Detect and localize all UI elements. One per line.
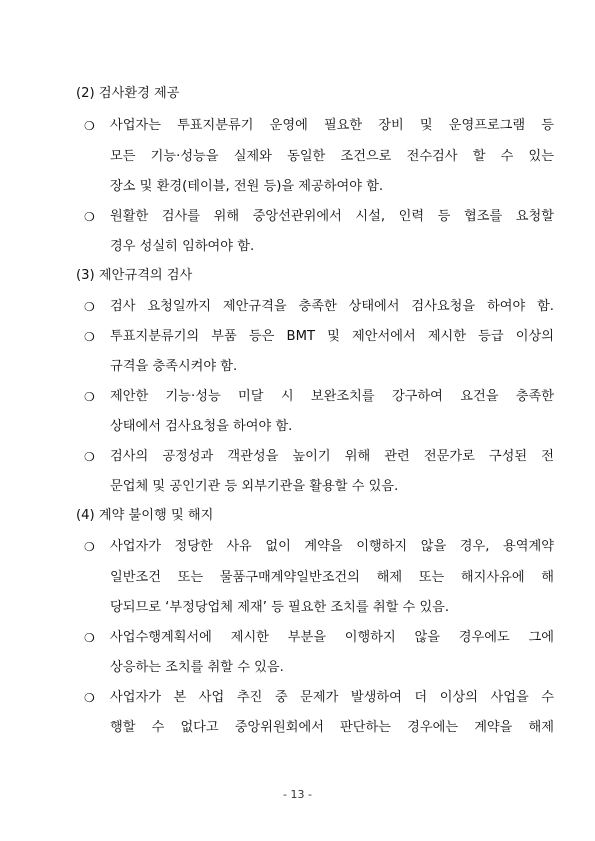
paragraph-line: 투표지분류기의 부품 등은 BMT 및 제안서에서 제시한 등급 이상의 xyxy=(110,329,554,344)
paragraph-line: 원활한 검사를 위해 중앙선관위에서 시설, 인력 등 협조를 요청할 xyxy=(110,209,554,224)
paragraph-line: 장소 및 환경(테이블, 전원 등)을 제공하여야 함. xyxy=(110,179,384,194)
bullet-icon: ❍ xyxy=(84,540,95,554)
paragraph-line: 검사 요청일까지 제안규격을 충족한 상태에서 검사요청을 하여야 함. xyxy=(110,299,554,314)
bullet-icon: ❍ xyxy=(84,330,95,344)
section-heading: (4) 계약 불이행 및 해지 xyxy=(76,508,214,523)
paragraph-line: 상태에서 검사요청을 하여야 함. xyxy=(110,419,293,434)
section-heading: (2) 검사환경 제공 xyxy=(76,86,180,101)
paragraph-line: 사업수행계획서에 제시한 부분을 이행하지 않을 경우에도 그에 xyxy=(110,630,554,645)
page-number: - 13 - xyxy=(283,788,312,801)
paragraph-line: 사업자가 정당한 사유 없이 계약을 이행하지 않을 경우, 용역계약 xyxy=(110,539,554,554)
bullet-icon: ❍ xyxy=(84,390,95,404)
paragraph-line: 행할 수 없다고 중앙위원회에서 판단하는 경우에는 계약을 해제 xyxy=(110,720,554,735)
paragraph-line: 검사의 공정성과 객관성을 높이기 위해 관련 전문가로 구성된 전 xyxy=(110,449,554,464)
paragraph-line: 제안한 기능·성능 미달 시 보완조치를 강구하여 요건을 충족한 xyxy=(110,389,554,404)
bullet-icon: ❍ xyxy=(84,631,95,645)
paragraph-line: 경우 성실히 임하여야 함. xyxy=(110,239,255,254)
paragraph-line: 사업자가 본 사업 추진 중 문제가 발생하여 더 이상의 사업을 수 xyxy=(110,690,554,705)
bullet-icon: ❍ xyxy=(84,300,95,314)
paragraph-line: 상응하는 조치를 취할 수 있음. xyxy=(110,660,284,675)
section-heading: (3) 제안규격의 검사 xyxy=(76,268,193,283)
paragraph-line: 일반조건 또는 물품구매계약일반조건의 해제 또는 해지사유에 해 xyxy=(110,570,554,585)
paragraph-line: 당되므로 ‘부정당업체 제재’ 등 필요한 조치를 취할 수 있음. xyxy=(110,600,450,615)
paragraph-line: 규격을 충족시켜야 함. xyxy=(110,359,238,374)
bullet-icon: ❍ xyxy=(84,691,95,705)
bullet-icon: ❍ xyxy=(84,210,95,224)
paragraph-line: 사업자는 투표지분류기 운영에 필요한 장비 및 운영프로그램 등 xyxy=(110,118,554,133)
bullet-icon: ❍ xyxy=(84,119,95,133)
bullet-icon: ❍ xyxy=(84,450,95,464)
paragraph-line: 문업체 및 공인기관 등 외부기관을 활용할 수 있음. xyxy=(110,479,399,494)
paragraph-line: 모든 기능·성능을 실제와 동일한 조건으로 전수검사 할 수 있는 xyxy=(110,149,554,164)
